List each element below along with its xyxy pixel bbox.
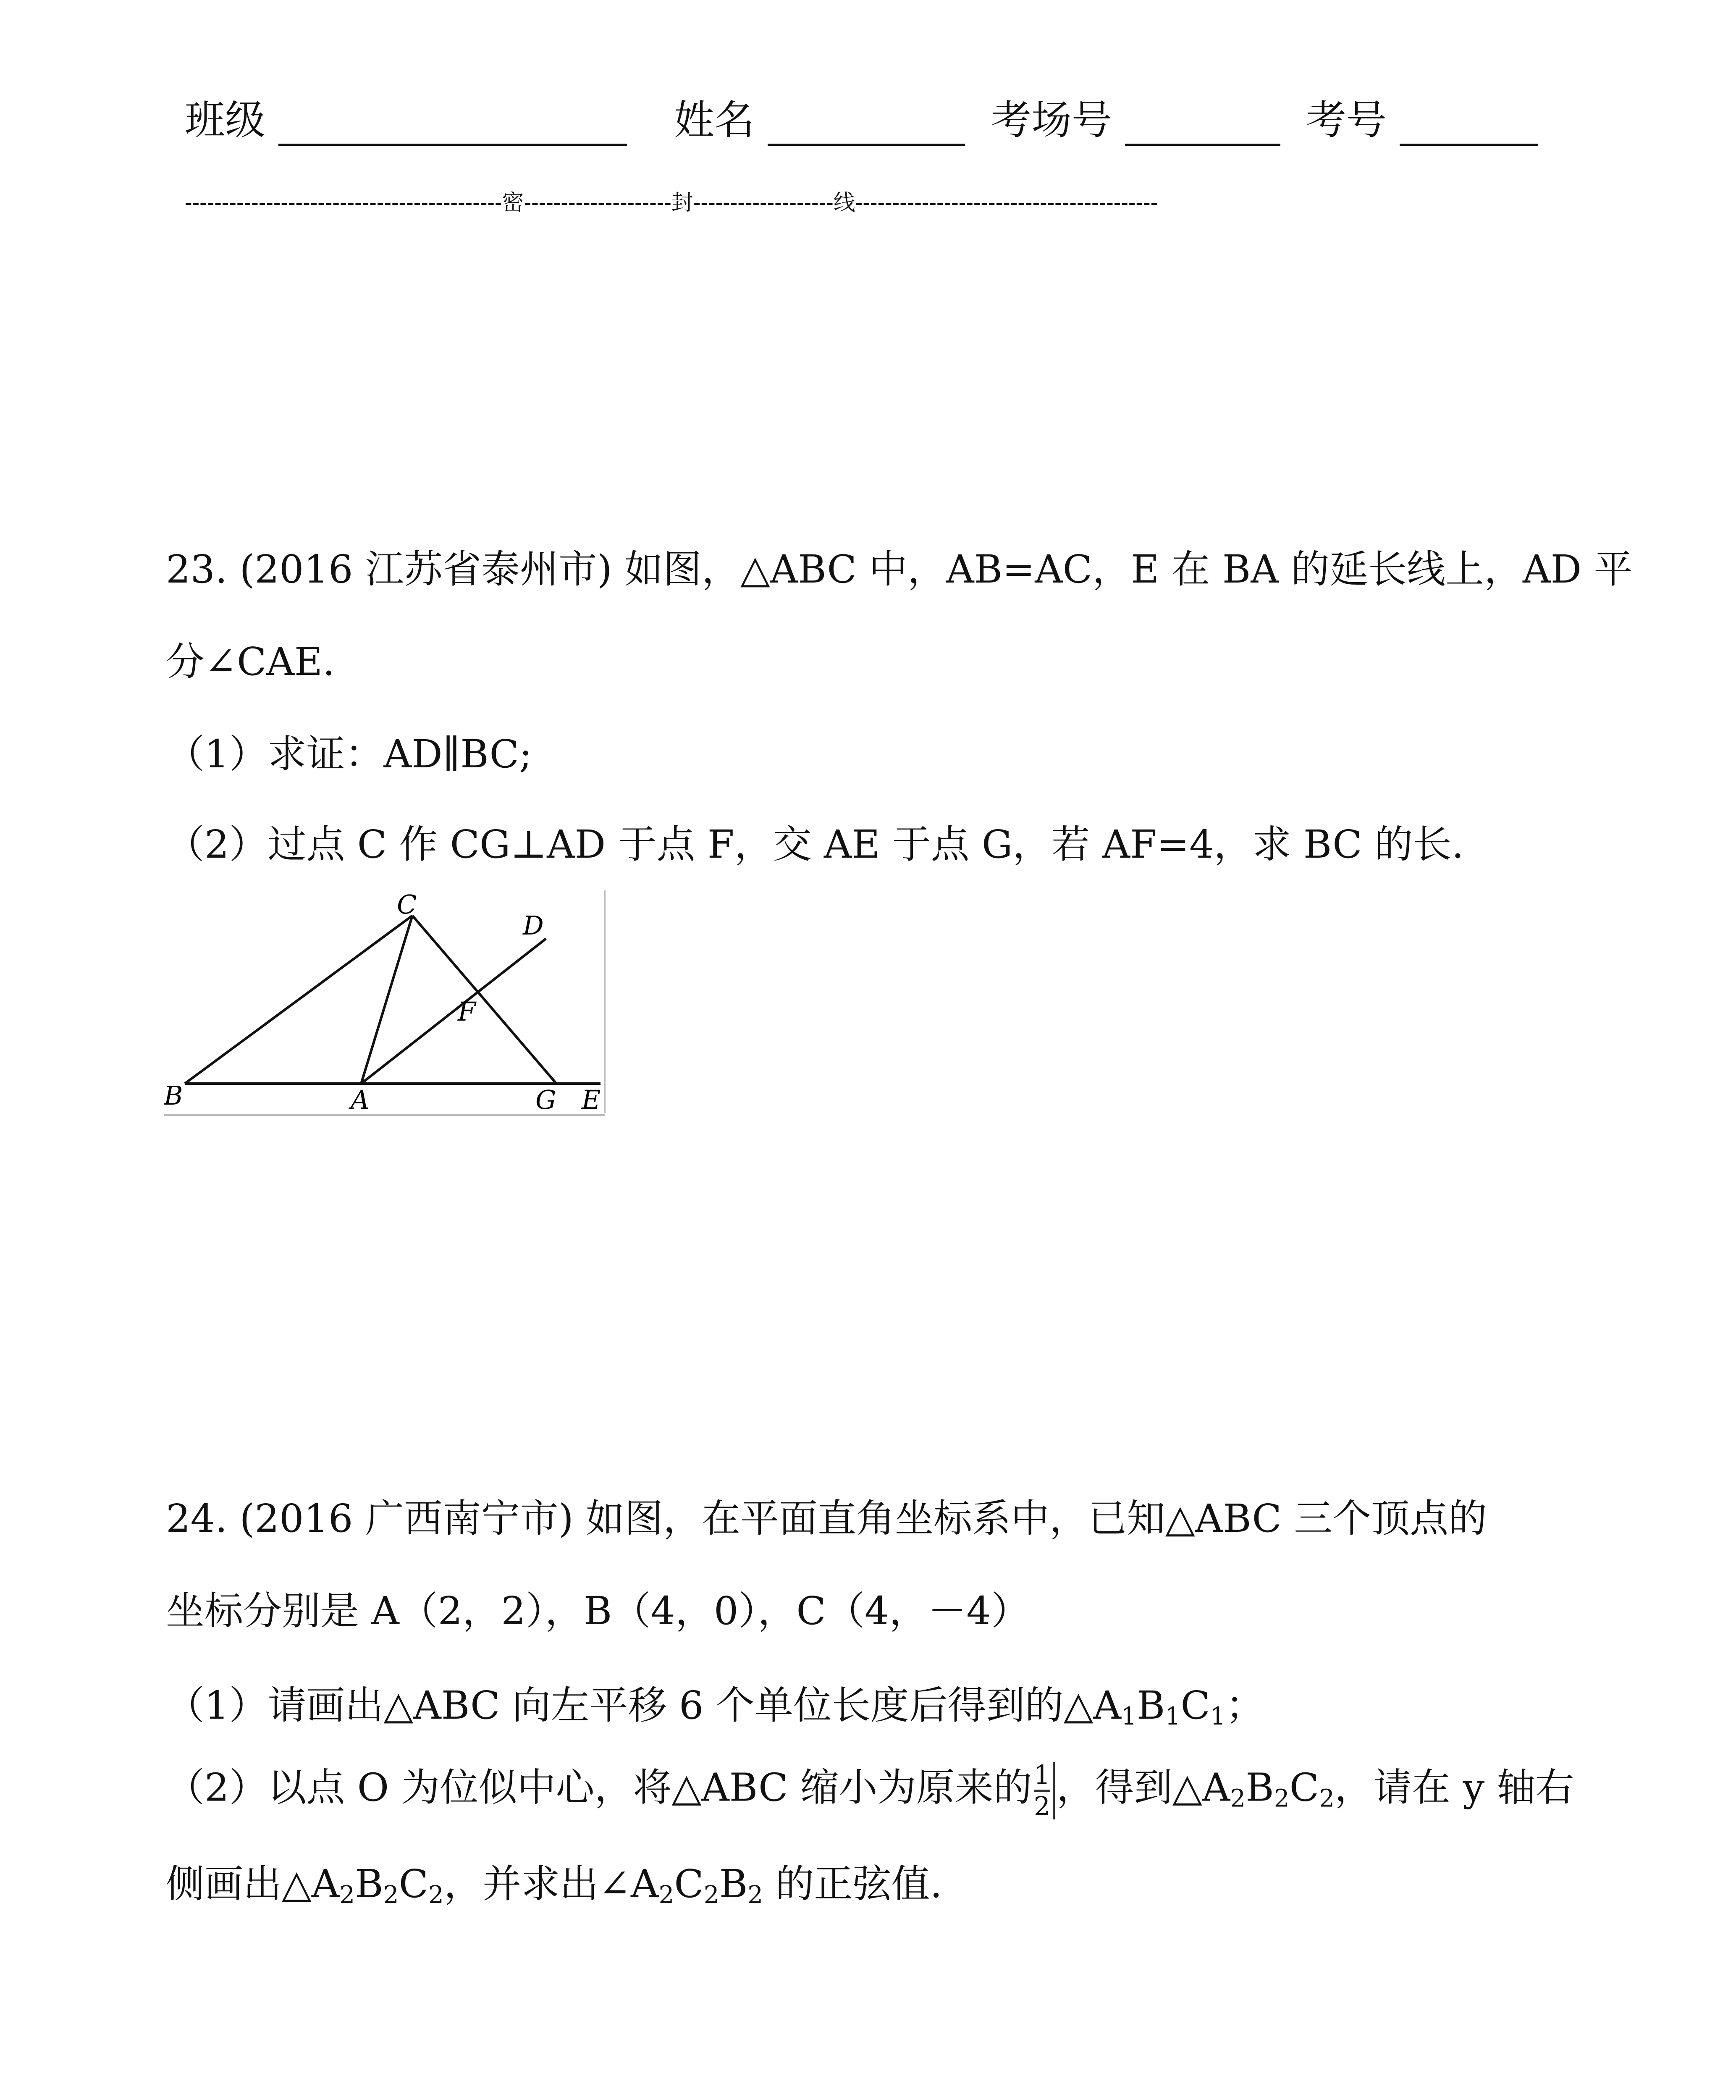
q23-part2: （2）过点 C 作 CG⊥AD 于点 F，交 AE 于点 G，若 AF=4，求 BC 的长. <box>166 822 1464 867</box>
label-E: E <box>582 1084 601 1115</box>
name-label: 姓名 <box>674 97 755 144</box>
q23-line1: 23. (2016 江苏省泰州市) 如图，△ABC 中，AB=AC，E 在 BA 的延长线上，AD 平 <box>166 547 1633 592</box>
label-F: F <box>458 996 476 1027</box>
label-C: C <box>397 889 417 920</box>
q24-part2: （2）以点 O 为位似中心，将△ABC 缩小为原来的 $\frac{1}{2}$ ，得到$\triangle A_2B_2C_2$，请在 y 轴右 <box>166 1759 1574 1822</box>
q24-part1: （1）请画出△ABC 向左平移 6 个单位长度后得到的$\triangle A_1B_1C_1$； <box>166 1683 1264 1730</box>
label-D: D <box>523 910 544 941</box>
segment-AD <box>361 939 546 1084</box>
segment-BC <box>185 916 412 1084</box>
exam-no-label: 考号 <box>1306 97 1387 144</box>
name-blank[interactable] <box>768 105 965 146</box>
exam-no-field <box>1306 88 1538 146</box>
room-field <box>991 88 1280 146</box>
label-B: B <box>164 1080 183 1111</box>
seal-line: -------------------------------------------密--------------------封-------------------线----------------------------------------- <box>185 190 1158 215</box>
q23-part1: （1）求证：AD∥BC; <box>166 732 532 777</box>
label-A: A <box>351 1084 370 1115</box>
room-label: 考场号 <box>991 97 1112 144</box>
label-G: G <box>535 1084 556 1115</box>
fraction-one-half: $\frac{1}{2}$ <box>1034 1762 1055 1819</box>
q24-part3: 侧画出$\triangle A_2B_2C_2$，并求出$\angle A_2C_2B_2$ 的正弦值. <box>166 1861 942 1909</box>
class-field <box>185 88 627 146</box>
q23-figure <box>164 882 615 1121</box>
segment-CA <box>361 916 412 1084</box>
name-field <box>674 88 965 146</box>
exam-no-blank[interactable] <box>1400 105 1538 146</box>
segment-CG <box>412 916 556 1084</box>
room-blank[interactable] <box>1125 105 1280 146</box>
q23-line2: 分∠CAE. <box>166 639 335 684</box>
class-blank[interactable] <box>278 105 627 146</box>
q24-line1: 24. (2016 广西南宁市) 如图，在平面直角坐标系中，已知△ABC 三个顶点的 <box>166 1496 1487 1541</box>
class-label: 班级 <box>185 97 265 144</box>
q24-line2: 坐标分别是 A（2，2），B（4，0），C（4，－4） <box>166 1588 1030 1633</box>
